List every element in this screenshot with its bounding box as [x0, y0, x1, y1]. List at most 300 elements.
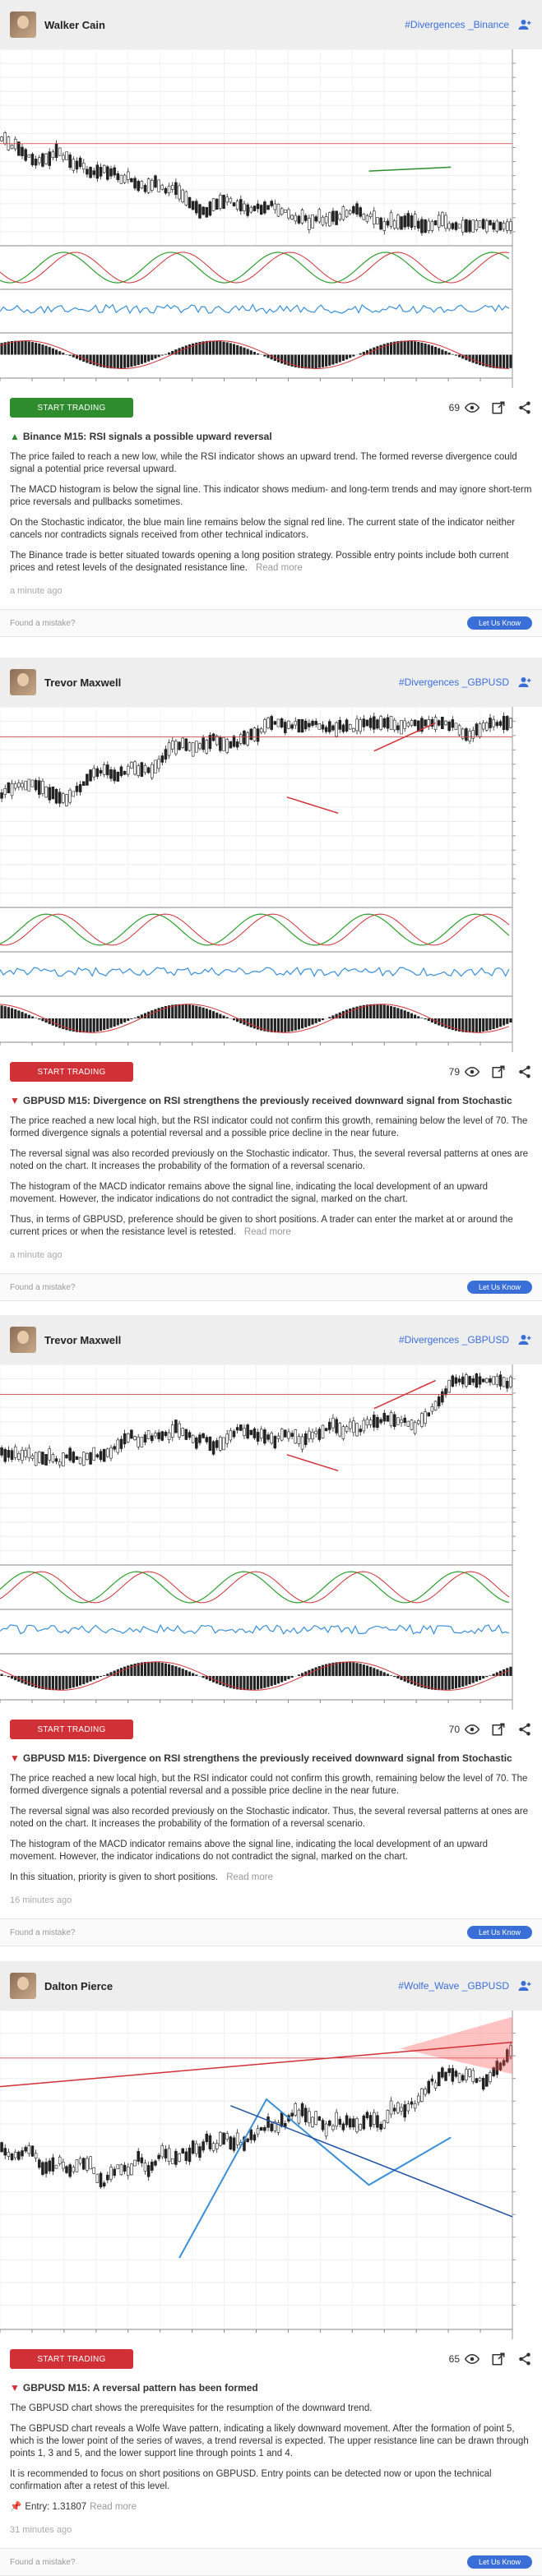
post: [0, 0, 542, 639]
candle-body: [192, 742, 194, 756]
post-paragraph: The reversal signal was also recorded previously on the Stochastic indicator. Thus, the several reversal patterns at ones are noted on the chart. It increases the probability of the formation of a reversal scenario.: [10, 1149, 529, 1171]
read-more-link[interactable]: Read more: [90, 2502, 137, 2512]
candle-body: [287, 721, 290, 728]
candle-body: [308, 1431, 310, 1438]
candle-body: [506, 222, 508, 230]
candle-body: [509, 222, 512, 231]
candle-body: [127, 766, 129, 774]
candle-body: [401, 1420, 403, 1423]
follow-user-icon[interactable]: [517, 17, 532, 32]
candle-body: [209, 202, 211, 215]
candle-body: [420, 219, 423, 233]
candle-body: [345, 210, 348, 217]
candle-body: [195, 2144, 197, 2154]
candle-body: [250, 207, 252, 212]
let-us-know-button[interactable]: Let Us Know: [467, 616, 532, 630]
post-header: [0, 0, 542, 49]
post-paragraph-text: The Binance trade is better situated towards opening a long position strategy. Possible entry points include both current prices and retest levels of the designated resistance line.: [10, 551, 509, 573]
candle-body: [134, 762, 137, 774]
candle-body: [420, 1414, 423, 1427]
candle-body: [452, 224, 454, 229]
candle-body: [387, 2110, 389, 2122]
candle-body: [28, 1448, 30, 1458]
candle-body: [161, 185, 164, 189]
divider: [0, 639, 542, 658]
candle-body: [253, 2135, 256, 2140]
chart-image: [0, 707, 542, 1052]
price-chart: [0, 1364, 542, 1710]
candle-body: [308, 723, 310, 727]
candle-body: [96, 165, 99, 178]
candle-body: [233, 1431, 235, 1437]
candle-body: [164, 2149, 167, 2158]
candle-body: [263, 2127, 266, 2131]
candle-body: [137, 181, 140, 191]
candle-body: [366, 1420, 368, 1425]
candle-body: [294, 1429, 297, 1443]
candle-body: [493, 223, 495, 229]
candle-body: [155, 2161, 157, 2165]
candle-body: [455, 2071, 457, 2076]
candle-body: [45, 154, 48, 164]
candle-body: [493, 1377, 495, 1384]
candle-body: [489, 220, 492, 225]
candle-body: [479, 724, 481, 737]
candle-body: [72, 159, 75, 170]
candle-body: [202, 2142, 205, 2150]
post-paragraph: The MACD histogram is below the signal line. This indicator shows medium- and long-term trends and may ignore short-term price reversals and pullbacks sometimes.: [10, 485, 532, 507]
candle-body: [38, 1452, 40, 1462]
candle-body: [82, 1452, 85, 1466]
candle-body: [424, 720, 427, 727]
candle-body: [438, 1396, 440, 1406]
candle-body: [206, 1438, 208, 1443]
chart-background: [0, 707, 542, 1052]
follow-user-icon[interactable]: [517, 1332, 532, 1347]
candle-body: [212, 2144, 215, 2151]
candle-body: [363, 1420, 365, 1431]
candle-body: [373, 717, 375, 729]
post: [0, 658, 542, 1297]
candle-body: [236, 2133, 239, 2144]
candle-body: [469, 732, 471, 741]
candle-body: [76, 2160, 78, 2172]
candle-body: [448, 224, 451, 229]
candle-body: [11, 2154, 13, 2159]
candle-body: [417, 1420, 419, 1424]
candle-body: [188, 2148, 191, 2162]
let-us-know-button[interactable]: Let Us Know: [467, 2555, 532, 2569]
start-trading-button[interactable]: START TRADING: [10, 1720, 133, 1739]
candle-body: [428, 1413, 430, 1416]
candle-body: [134, 1437, 137, 1440]
candle-body: [410, 2102, 413, 2104]
candle-body: [393, 2108, 396, 2112]
candle-body: [301, 1437, 303, 1449]
candle-body: [174, 741, 177, 754]
candle-body: [151, 1436, 153, 1441]
candle-body: [267, 205, 270, 210]
candle-body: [287, 1432, 290, 1438]
candle-body: [445, 2072, 447, 2080]
candle-body: [312, 721, 314, 725]
candle-body: [58, 2157, 61, 2163]
candle-body: [212, 199, 215, 211]
candle-body: [185, 1429, 188, 1440]
candle-body: [445, 721, 447, 725]
candle-body: [164, 188, 167, 193]
candle-body: [90, 770, 92, 782]
let-us-know-button[interactable]: Let Us Know: [467, 1926, 532, 1939]
candle-body: [226, 1434, 229, 1444]
let-us-know-button[interactable]: Let Us Know: [467, 1281, 532, 1294]
candle-body: [257, 204, 259, 209]
candle-body: [308, 2112, 310, 2123]
candle-body: [376, 1417, 378, 1427]
candle-body: [4, 2149, 7, 2155]
candle-body: [380, 1420, 382, 1423]
candle-body: [223, 195, 225, 209]
post-paragraph: [10, 1214, 532, 1239]
candle-body: [79, 2158, 81, 2163]
candle-body: [452, 2068, 454, 2081]
share-external-icon[interactable]: [491, 2352, 506, 2366]
candle-body: [390, 716, 392, 729]
price-chart: [0, 707, 542, 1052]
candle-body: [123, 771, 126, 774]
avatar[interactable]: [10, 1973, 36, 1999]
follow-user-icon[interactable]: [517, 1978, 532, 1993]
candle-body: [482, 1379, 484, 1383]
candle-body: [106, 1449, 109, 1457]
candle-body: [171, 741, 174, 749]
candle-body: [45, 2163, 48, 2174]
candle-body: [485, 722, 488, 730]
candle-body: [178, 2154, 181, 2161]
candle-body: [86, 169, 88, 174]
candle-body: [209, 2135, 211, 2149]
candle-body: [404, 1418, 406, 1422]
candle-body: [55, 789, 58, 803]
candle-body: [387, 1415, 389, 1421]
candle-body: [113, 168, 116, 175]
candle-body: [349, 1422, 351, 1429]
author-name[interactable]: Trevor Maxwell: [44, 676, 122, 689]
candle-body: [188, 197, 191, 208]
candle-body: [11, 145, 13, 148]
candle-body: [76, 786, 78, 792]
read-more-link[interactable]: Read more: [243, 1227, 291, 1237]
avatar[interactable]: [10, 1327, 36, 1353]
candle-body: [390, 2101, 392, 2114]
candle-body: [315, 721, 317, 724]
candle-body: [356, 1424, 359, 1436]
candle-body: [475, 1373, 478, 1387]
candle-body: [383, 222, 386, 231]
candle-body: [35, 2154, 37, 2158]
candle-body: [117, 2165, 119, 2169]
candle-body: [369, 2115, 372, 2126]
candle-body: [137, 766, 140, 776]
candle-body: [461, 2075, 464, 2080]
candle-body: [182, 738, 184, 748]
candle-body: [369, 718, 372, 728]
candle-body: [215, 1441, 218, 1448]
candle-body: [93, 1447, 95, 1461]
post-tag[interactable]: #Divergences _GBPUSD: [398, 676, 509, 688]
candle-body: [331, 2126, 334, 2129]
candle-body: [401, 2107, 403, 2111]
candle-body: [479, 1377, 481, 1384]
candle-body: [404, 2105, 406, 2117]
candle-body: [233, 203, 235, 206]
candle-body: [325, 216, 327, 223]
candle-body: [55, 144, 58, 157]
share-external-icon[interactable]: [491, 1064, 506, 1079]
candle-body: [475, 2079, 478, 2083]
author-name[interactable]: Dalton Pierce: [44, 1979, 113, 1992]
candle-body: [21, 2151, 24, 2157]
candle-body: [373, 211, 375, 224]
candle-body: [86, 2158, 88, 2170]
post-time: 31 minutes ago: [10, 2525, 72, 2535]
candle-body: [410, 1420, 413, 1430]
candle-body: [161, 756, 164, 763]
candle-body: [407, 1421, 410, 1426]
candle-body: [509, 718, 512, 727]
candle-body: [93, 171, 95, 175]
candle-body: [192, 1435, 194, 1443]
candle-body: [17, 1453, 20, 1459]
candle-body: [267, 1435, 270, 1440]
candle-body: [376, 2116, 378, 2128]
mistake-text: Found a mistake?: [10, 1927, 76, 1937]
post-title-text: GBPUSD M15: A reversal pattern has been formed: [22, 2382, 258, 2394]
candle-body: [147, 2165, 150, 2177]
candle-body: [76, 161, 78, 169]
candle-body: [267, 2117, 270, 2127]
candle-body: [236, 201, 239, 210]
candle-body: [253, 728, 256, 741]
candle-body: [38, 158, 40, 164]
post-tag[interactable]: #Wolfe_Wave _GBPUSD: [398, 1980, 509, 1992]
candle-body: [452, 1376, 454, 1387]
candle-body: [396, 215, 399, 229]
post-tag[interactable]: #Divergences _Binance: [405, 19, 509, 30]
candle-body: [134, 178, 137, 188]
candle-body: [325, 2124, 327, 2136]
candle-body: [158, 2155, 160, 2158]
post-actions: [0, 388, 542, 427]
candle-body: [76, 1457, 78, 1460]
candle-body: [103, 1449, 105, 1461]
candle-body: [420, 2089, 423, 2102]
candle-body: [506, 1381, 508, 1388]
candle-body: [52, 152, 54, 158]
read-more-link[interactable]: Read more: [255, 563, 303, 573]
price-chart: [0, 2010, 542, 2339]
candle-body: [301, 210, 303, 224]
candle-body: [312, 1432, 314, 1439]
candle-body: [366, 2112, 368, 2118]
follow-user-icon[interactable]: [517, 675, 532, 690]
entry-line: [10, 2501, 532, 2514]
candle-body: [174, 182, 177, 195]
candle-body: [393, 221, 396, 229]
candle-body: [465, 728, 467, 740]
candle-body: [117, 173, 119, 179]
candle-body: [72, 1452, 75, 1462]
candle-body: [277, 1436, 280, 1438]
candle-body: [239, 200, 242, 211]
candle-body: [479, 221, 481, 228]
candle-body: [441, 1392, 443, 1402]
share-icon[interactable]: [517, 2352, 532, 2366]
candle-body: [482, 219, 484, 229]
read-more-link[interactable]: Read more: [226, 1872, 274, 1882]
candle-body: [461, 220, 464, 232]
candle-body: [229, 741, 232, 748]
candle-body: [86, 774, 88, 786]
candle-body: [304, 2108, 307, 2122]
candle-body: [69, 155, 72, 167]
candle-body: [1, 137, 3, 141]
candle-body: [66, 152, 68, 160]
candle-body: [438, 721, 440, 726]
candle-body: [414, 215, 416, 227]
candle-body: [465, 1375, 467, 1387]
candle-body: [1, 2143, 3, 2152]
candle-body: [79, 784, 81, 792]
candle-body: [151, 181, 153, 191]
share-icon[interactable]: [517, 1722, 532, 1737]
candle-body: [215, 199, 218, 210]
candle-body: [499, 722, 502, 726]
candle-body: [472, 1378, 475, 1383]
candle-body: [506, 716, 508, 730]
candle-body: [7, 782, 10, 792]
candle-body: [345, 2116, 348, 2125]
candle-body: [291, 2113, 294, 2117]
post-title-text: Binance M15: RSI signals a possible upward reversal: [22, 431, 272, 442]
candle-body: [113, 770, 116, 781]
candle-body: [315, 1431, 317, 1433]
candle-body: [485, 220, 488, 231]
candle-body: [503, 716, 505, 729]
chart-background: [0, 49, 542, 388]
chart-image: [0, 2010, 542, 2339]
avatar[interactable]: [10, 669, 36, 695]
candle-body: [260, 205, 262, 215]
candle-body: [110, 2167, 113, 2180]
candle-body: [130, 1430, 132, 1438]
candle-body: [284, 210, 286, 213]
candle-body: [417, 221, 419, 229]
chart-background: [0, 1364, 542, 1710]
candle-body: [376, 218, 378, 224]
candle-body: [475, 724, 478, 736]
candle-body: [424, 2089, 427, 2094]
candle-body: [174, 1420, 177, 1433]
candle-body: [219, 737, 221, 750]
candle-body: [198, 1435, 201, 1443]
candle-body: [315, 217, 317, 221]
candle-body: [431, 1406, 433, 1411]
candle-body: [428, 2081, 430, 2093]
candle-body: [14, 2152, 16, 2158]
candle-body: [82, 782, 85, 786]
candle-body: [250, 729, 252, 740]
post-actions: [0, 2339, 542, 2379]
candle-body: [229, 198, 232, 202]
candle-body: [434, 2083, 437, 2089]
candle-body: [496, 1376, 498, 1384]
candle-body: [441, 717, 443, 728]
avatar[interactable]: [10, 12, 36, 38]
share-icon[interactable]: [517, 1064, 532, 1079]
candle-body: [253, 1429, 256, 1438]
candle-body: [274, 1436, 276, 1447]
candle-body: [318, 1429, 321, 1440]
candle-body: [123, 1433, 126, 1444]
candle-body: [144, 185, 146, 192]
start-trading-button[interactable]: START TRADING: [10, 398, 133, 418]
post-header: [0, 658, 542, 707]
candle-body: [280, 209, 283, 215]
post-time: a minute ago: [10, 1250, 63, 1260]
candle-body: [291, 725, 294, 728]
candle-body: [137, 1437, 140, 1447]
candle-body: [103, 2183, 105, 2186]
post-header: [0, 1961, 542, 2010]
author-name[interactable]: Walker Cain: [44, 18, 105, 31]
candle-body: [401, 217, 403, 230]
candle-body: [110, 769, 113, 778]
candle-body: [72, 2167, 75, 2172]
candle-body: [461, 1377, 464, 1384]
start-trading-button[interactable]: START TRADING: [10, 1062, 133, 1082]
candle-body: [277, 204, 280, 216]
candle-body: [41, 781, 44, 793]
share-external-icon[interactable]: [491, 400, 506, 415]
candle-body: [363, 719, 365, 727]
candle-body: [4, 132, 7, 144]
candle-body: [407, 722, 410, 726]
candle-body: [263, 202, 266, 214]
candle-body: [144, 765, 146, 773]
candle-body: [14, 139, 16, 149]
candle-body: [41, 1452, 44, 1465]
candle-body: [298, 2110, 300, 2123]
candle-body: [342, 725, 345, 732]
candle-body: [130, 2164, 132, 2175]
author-name[interactable]: Trevor Maxwell: [44, 1333, 122, 1346]
candle-body: [49, 1449, 51, 1461]
share-external-icon[interactable]: [491, 1722, 506, 1737]
share-icon[interactable]: [517, 400, 532, 415]
view-count: 65: [448, 2353, 460, 2365]
candle-body: [45, 1454, 48, 1465]
candle-body: [325, 1429, 327, 1431]
candle-body: [21, 783, 24, 787]
candle-body: [35, 780, 37, 790]
candle-body: [58, 148, 61, 155]
post-tag[interactable]: #Divergences _GBPUSD: [398, 1334, 509, 1346]
candle-body: [318, 210, 321, 222]
candle-body: [336, 722, 338, 736]
start-trading-button[interactable]: START TRADING: [10, 2349, 133, 2369]
candle-body: [448, 2069, 451, 2073]
